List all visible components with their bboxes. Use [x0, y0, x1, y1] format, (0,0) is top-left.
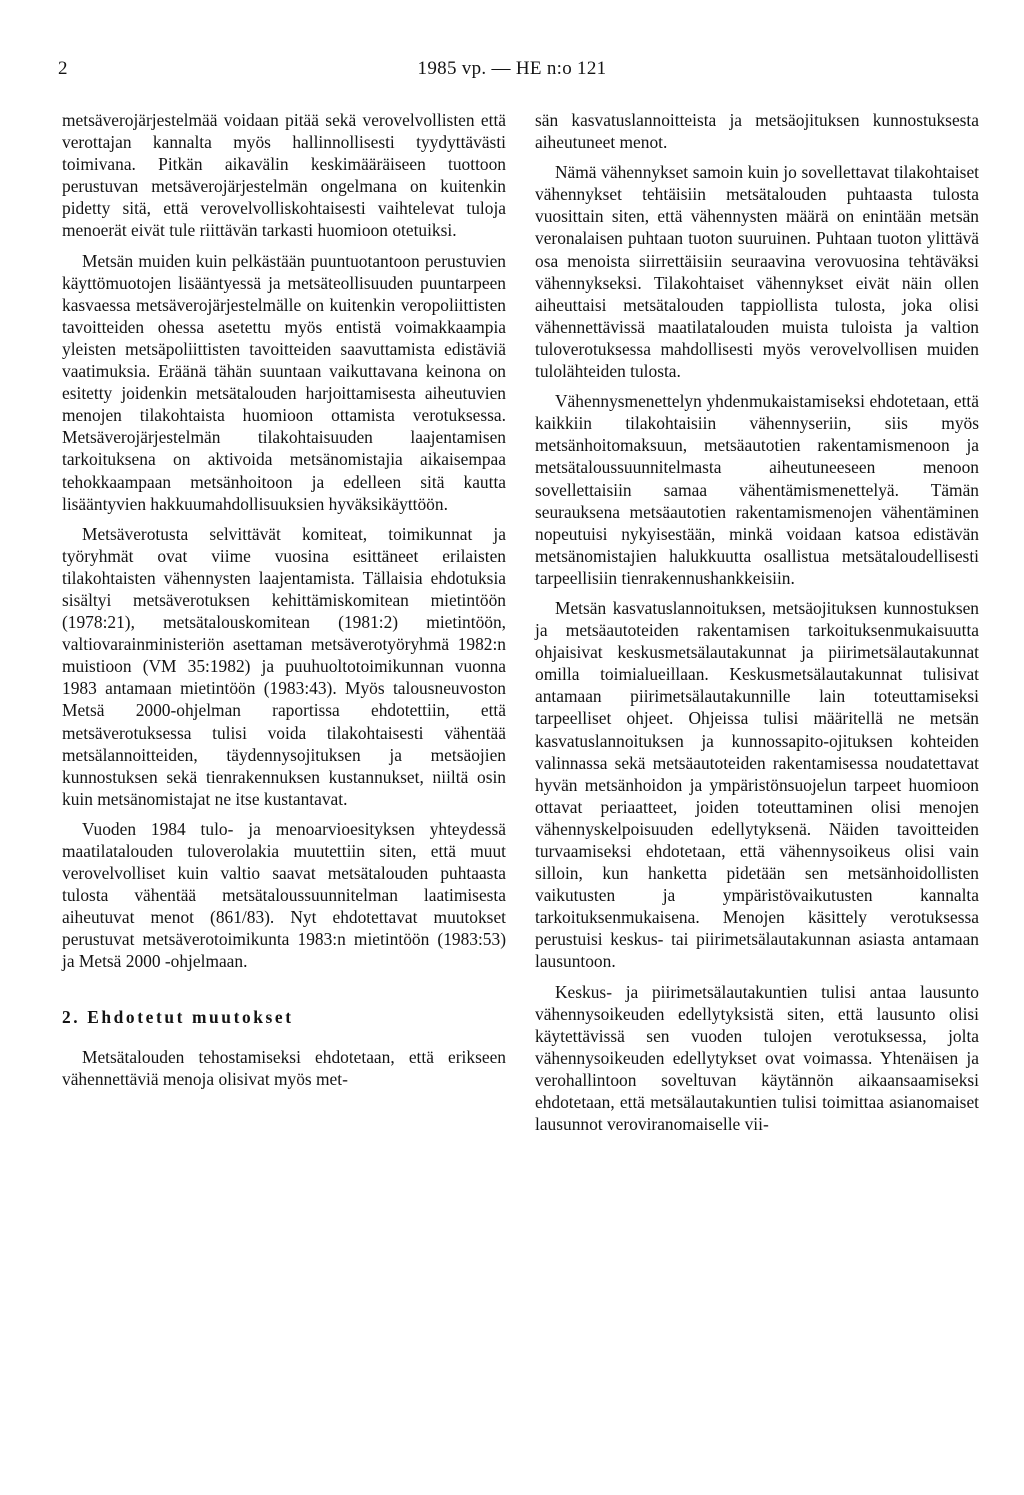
paragraph: metsäverojärjestelmää voidaan pitää sekä verovelvollisten että verottajan kannalta myös hallinnollisesti tyydyttävästi toimivana. Pitkän aikavälin keskimääräiseen tuottoon perustuvan metsäverojärjestelmän ongelmana on kuitenkin pidetty sitä, että verovelvolliskohtaisesti vaihtelevat tuloja menoerät eivät tule riittävän tarkasti huomioon otetuiksi. — [62, 110, 506, 241]
paragraph: Nämä vähennykset samoin kuin jo sovellettavat tilakohtaiset vähennykset tehtäisiin metsätalouden puhtaasta tulosta vuosittain siten, että vähennysten määrä on enintään metsän veronalaisen puhtaan tuoton suuruinen. Puhtaan tuoton ylittävä osa menoista siirrettäisiin seuraavina verovuosina tehtäväksi vähennykseksi. Tilakohtaiset vähennykset eivät näin ollen aiheuttaisi metsätalouden tappiollista tulosta, joka olisi vähennettävissä maatilatalouden muista tuloista ja valtion tuloverotuksessa mahdollisesti myös verovelvollisen muiden tulolähteiden tulosta. — [535, 162, 979, 382]
paragraph: Metsäverotusta selvittävät komiteat, toimikunnat ja työryhmät ovat viime vuosina esittäneet erilaisten tilakohtaisten vähennysten laajentamista. Tällaisia ehdotuksia sisältyi metsäverotuksen kehittämiskomitean mietintöön (1978:21), metsätalouskomitean (1981:2) mietintöön, valtiovarainministeriön asettaman metsäverotyöryhmä 1982:n muistioon (VM 35:1982) ja puuhuoltotoimikunnan vuonna 1983 antamaan mietintöön (1983:43). Myös talousneuvoston Metsä 2000-ohjelman raportissa ehdotettiin, että metsäverotuksessa tulisi voida tilakohtaisesti vähentää metsälannoitteiden, täydennysojituksen ja metsäojien kunnostuksen sekä tienrakennuksen kustannukset, niiltä osin kuin metsänomistajat ne itse kustantavat. — [62, 523, 506, 809]
paragraph: Metsätalouden tehostamiseksi ehdotetaan, että erikseen vähennettäviä menoja olisivat myös met- — [62, 1046, 506, 1089]
page-number: 2 — [58, 58, 68, 79]
section-heading: 2. Ehdotetut muutokset — [62, 1006, 294, 1027]
left-column — [62, 109, 506, 1098]
running-head: 1985 vp. — HE n:o 121 — [417, 58, 607, 79]
paragraph: Metsän muiden kuin pelkästään puuntuotantoon perustuvien käyttömuotojen lisääntyessä ja metsäteollisuuden puuntarpeen kasvaessa metsäverojärjestelmälle on kuitenkin veropoliittisten tavoitteiden ohessa asetettu myös entistä voimakkaampia yleisten metsäpoliittisten tavoitteiden saavuttamista edistäviä vaatimuksia. Eräänä tähän suuntaan vaikuttavana keinona on esitetty joidenkin metsätalouden harjoittamisesta aiheutuvien menojen tilakohtaista huomioon ottamista verotuksessa. Metsäverojärjestelmän tilakohtaisuuden laajentamisen tarkoituksena on aktivoida metsänomistajia aikaisempaa tehokkaampaan metsänhoitoon ja edelleen sitä kautta lisääntyvien hakkuumahdollisuuksien hyväksikäyttöön. — [62, 250, 506, 514]
paragraph: Vuoden 1984 tulo- ja menoarvioesityksen yhteydessä maatilatalouden tuloverolakia muutettiin siten, että muut verovelvolliset kuin valtio saavat metsätalouden puhtaasta tulosta vähentää metsätaloussuunnitelman laatimisesta aiheutuvat menot (861/83). Nyt ehdotettavat muutokset perustuvat metsäverotoimikunta 1983:n mietintöön (1983:53) ja Metsä 2000 -ohjelmaan. — [62, 818, 506, 972]
paragraph: sän kasvatuslannoitteista ja metsäojituksen kunnostuksesta aiheutuneet menot. — [535, 110, 979, 153]
paragraph: Keskus- ja piirimetsälautakuntien tulisi antaa lausunto vähennysoikeuden edellytyksistä siten, että lausunto olisi käytettävissä sen vuoden tulojen verotuksessa, jolta vähennysoikeuden edellytykset ovat voimassa. Yhtenäisen ja verohallintoon soveltuvan käytännön aikaansaamiseksi ehdotetaan, että metsälautakuntien tulisi toimittaa asianomaiset lausunnot veroviranomaiselle vii- — [535, 981, 979, 1135]
paragraph: Metsän kasvatuslannoituksen, metsäojituksen kunnostuksen ja metsäautoteiden rakentamisen tarkoituksenmukaisuutta ohjaisivat keskusmetsälautakunnat ja piirimetsälautakunnat omilla toimialueillaan. Keskusmetsälautakunnat tulisivat antamaan piirimetsälautakunnille lain toteuttamiseksi tarpeelliset ohjeet. Ohjeissa tulisi määritellä ne metsän kasvatuslannoituksen ja kunnossapito-ojituksen kohteiden valinnassa sekä metsäautoteiden rakentamisessa noudatettavat hyvän metsänhoidon ja ympäristönsuojelun tarpeet huomioon ottavat periaatteet, joiden toteuttaminen olisi menojen vähennyskelpoisuuden edellytyksenä. Näiden tavoitteiden turvaamiseksi ehdotetaan, että vähennysoikeus olisi vain silloin, kun hanketta pidetään sen metsänhoidollisten vaikutusten ja ympäristövaikutusten kannalta tarkoituksenmukaisena. Menojen käsittely verotuksessa perustuisi keskus- tai piirimetsälautakunnan asiasta antamaan lausuntoon. — [535, 597, 979, 972]
right-column — [535, 109, 979, 1143]
paragraph: Vähennysmenettelyn yhdenmukaistamiseksi ehdotetaan, että kaikkiin tilakohtaisiin vähennyseriin, siis myös metsänhoitomaksuun, metsäautotien rakentamismenoon ja metsätaloussuunnitelmasta aiheutuneeseen menoon sovellettaisiin samaa vähentämismenettelyä. Tämän seurauksena metsäautotien rakentamismenojen vähentäminen nopeutuisi nykyisestään, minkä voidaan katsoa edistävän metsänomistajien halukkuutta osallistua metsätaloudellisesti tarpeellisiin tienrakennushankkeisiin. — [535, 391, 979, 588]
